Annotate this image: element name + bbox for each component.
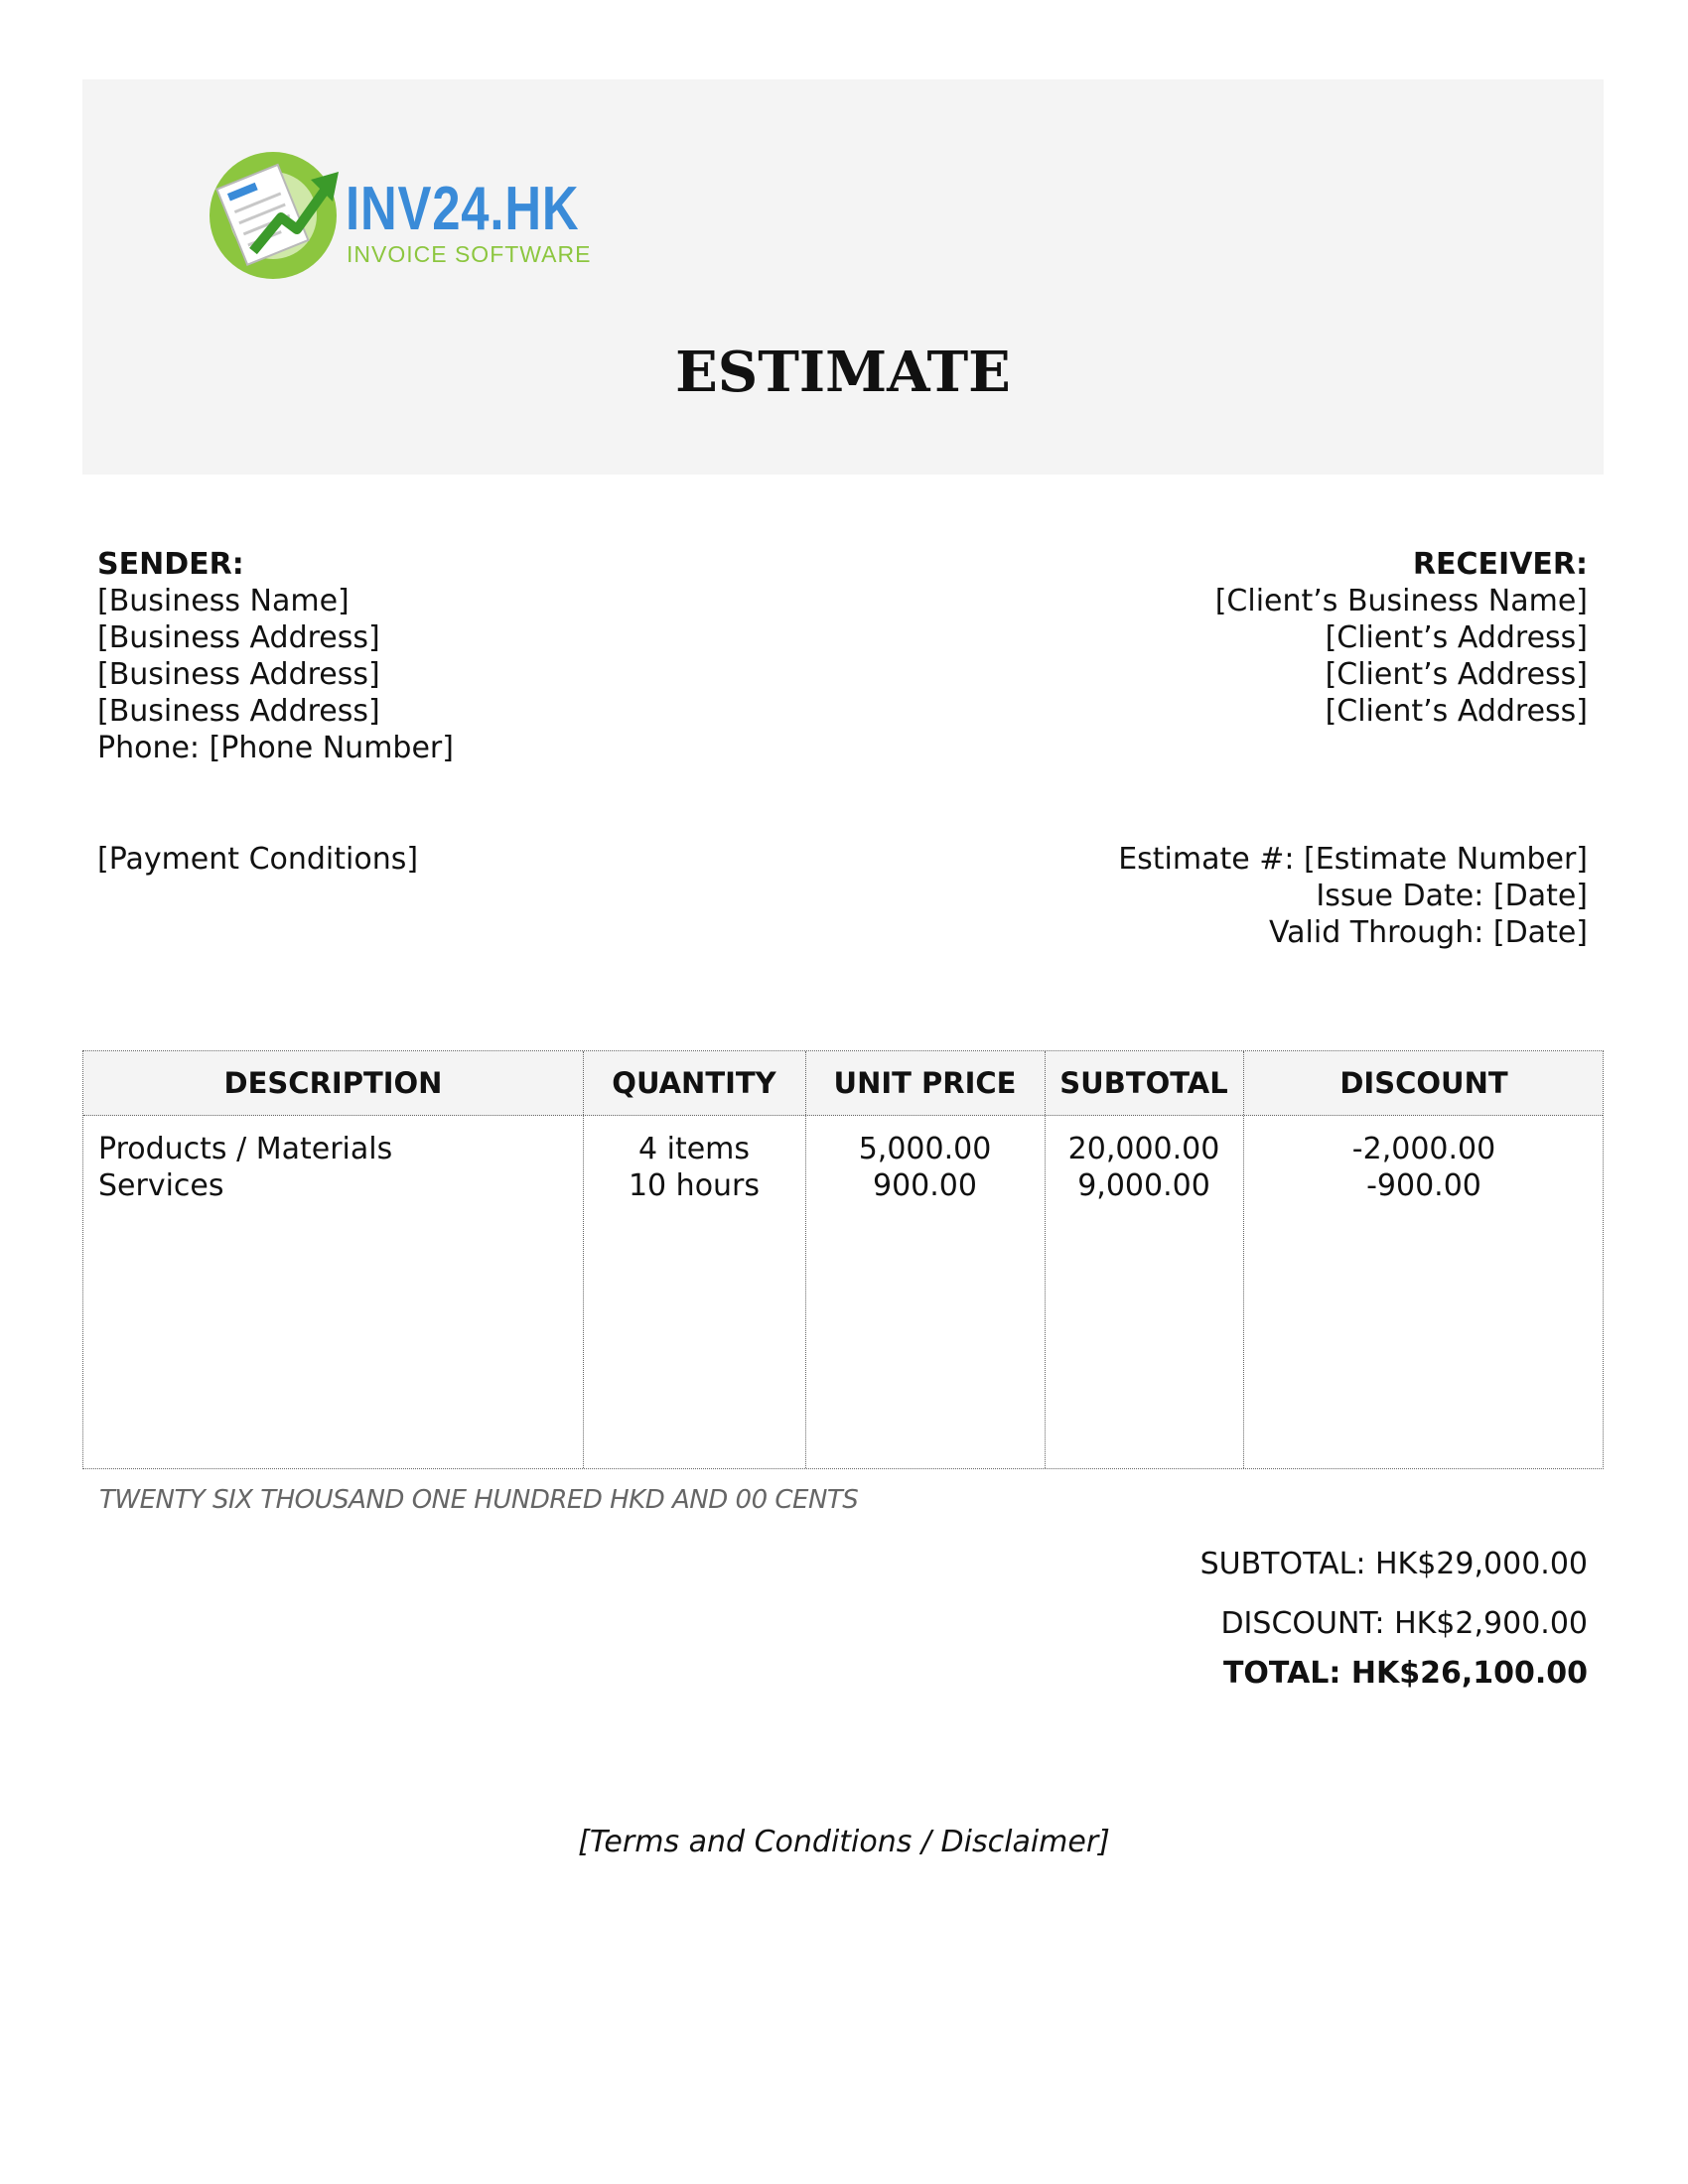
table-row-discount: -900.00 <box>1366 1168 1481 1203</box>
sender-block <box>97 546 454 766</box>
table-row-subtotal: 9,000.00 <box>1077 1168 1210 1203</box>
subtotal-cell <box>1045 1131 1243 1204</box>
sender-line: [Business Address] <box>97 620 380 655</box>
logo-name: INV24.HK <box>346 175 580 243</box>
receiver-line: [Client’s Business Name] <box>1214 584 1588 618</box>
sender-line: [Business Address] <box>97 694 380 729</box>
discount-cell <box>1243 1131 1605 1204</box>
receiver-block <box>1215 546 1588 730</box>
header-banner <box>82 79 1604 475</box>
receiver-label: RECEIVER: <box>1412 547 1588 582</box>
table-row-subtotal: 20,000.00 <box>1067 1132 1220 1166</box>
table-row-quantity: 10 hours <box>628 1168 761 1203</box>
total-amount: TOTAL: HK$26,100.00 <box>1222 1656 1588 1691</box>
table-row-description: Services <box>98 1168 224 1203</box>
table-row-quantity: 4 items <box>637 1132 751 1166</box>
receiver-line: [Client’s Address] <box>1325 620 1588 655</box>
header-subtotal: SUBTOTAL <box>1059 1066 1228 1100</box>
line-items-table <box>82 1050 1604 1469</box>
unit-price-cell <box>805 1131 1045 1204</box>
sender-phone: Phone: [Phone Number] <box>97 731 454 765</box>
table-row-description: Products / Materials <box>98 1132 393 1166</box>
subtotal-amount: SUBTOTAL: HK$29,000.00 <box>1199 1547 1588 1581</box>
sender-line: [Business Name] <box>97 584 350 618</box>
table-row-discount: -2,000.00 <box>1351 1132 1496 1166</box>
sender-label: SENDER: <box>97 547 244 582</box>
valid-through: Valid Through: [Date] <box>1268 915 1588 950</box>
header-unit-price: UNIT PRICE <box>833 1066 1017 1100</box>
receiver-line: [Client’s Address] <box>1325 694 1588 729</box>
terms-disclaimer: [Terms and Conditions / Disclaimer] <box>578 1825 1110 1859</box>
description-cell <box>98 1131 575 1204</box>
logo-tagline: INVOICE SOFTWARE <box>347 241 592 267</box>
quantity-cell <box>583 1131 805 1204</box>
receiver-line: [Client’s Address] <box>1325 657 1588 692</box>
estimate-number: Estimate #: [Estimate Number] <box>1118 842 1588 877</box>
document-title: ESTIMATE <box>675 340 1011 405</box>
payment-conditions: [Payment Conditions] <box>97 842 419 877</box>
amount-in-words: TWENTY SIX THOUSAND ONE HUNDRED HKD AND 00 CENTS <box>99 1485 859 1515</box>
issue-date: Issue Date: [Date] <box>1316 879 1588 913</box>
header-discount: DISCOUNT <box>1339 1066 1508 1100</box>
header-quantity: QUANTITY <box>612 1066 776 1100</box>
discount-amount: DISCOUNT: HK$2,900.00 <box>1220 1606 1588 1641</box>
sender-line: [Business Address] <box>97 657 380 692</box>
table-row-unit-price: 5,000.00 <box>858 1132 992 1166</box>
estimate-meta <box>1118 841 1588 951</box>
header-description: DESCRIPTION <box>223 1066 443 1100</box>
table-row-unit-price: 900.00 <box>873 1168 977 1203</box>
